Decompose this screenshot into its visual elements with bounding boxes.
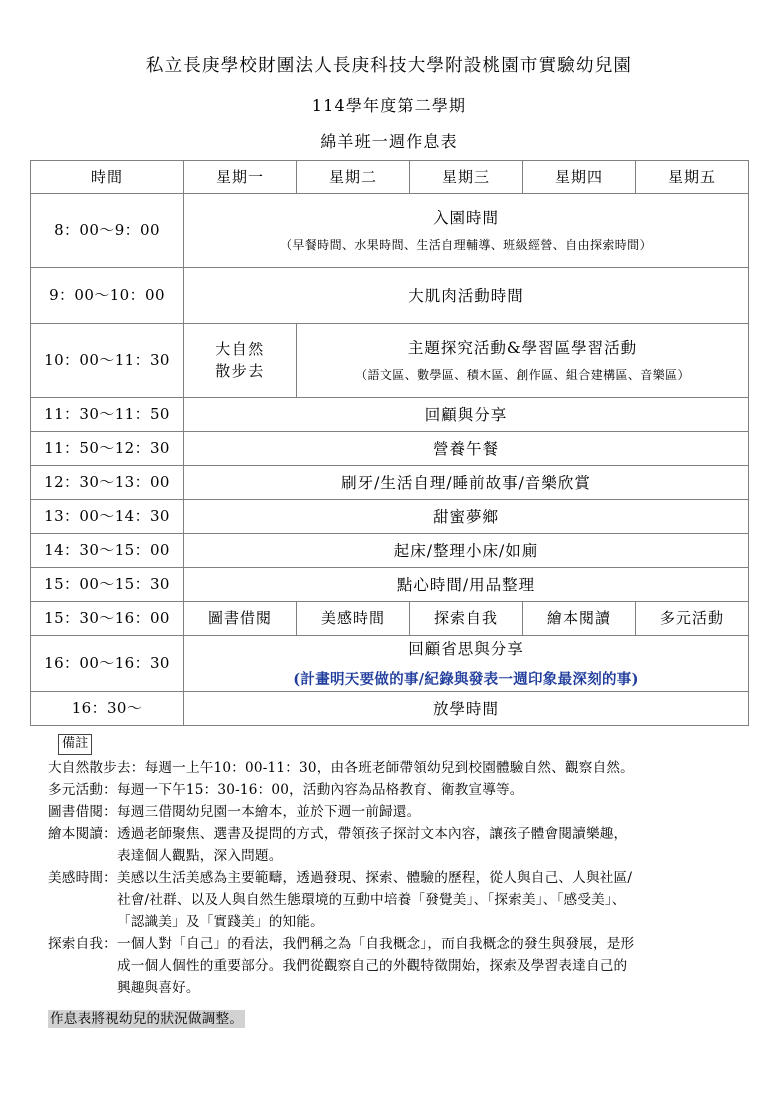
table-row <box>31 602 749 636</box>
table-row <box>31 636 749 692</box>
note-first-line <box>30 757 748 779</box>
activity-cell: 多元活動 <box>636 602 749 636</box>
activity-cell <box>184 500 749 534</box>
header-monday: 星期一 <box>184 161 297 194</box>
schedule-table-wrapper <box>0 160 778 726</box>
notes-list <box>30 757 748 999</box>
activity-main: 主題探究活動&學習區學習活動 <box>407 339 638 358</box>
table-row <box>31 534 749 568</box>
time-cell: 12：30～13：00 <box>31 466 184 500</box>
header-time: 時間 <box>31 161 184 194</box>
note-item <box>30 801 748 823</box>
academic-term: 114學年度第二學期 <box>311 96 467 115</box>
note-body: 每週一下午15：30-16：00，活動內容為品格教育、衛教宣導等。 <box>116 781 524 798</box>
time-cell: 13：00～14：30 <box>31 500 184 534</box>
activity-main: 回顧省思與分享 <box>408 640 524 659</box>
activity-main: 入園時間 <box>432 209 499 228</box>
table-row <box>31 324 749 398</box>
table-row <box>31 194 749 268</box>
time-cell: 15：30～16：00 <box>31 602 184 636</box>
note-body: 每週一上午10：00-11：30，由各班老師帶領幼兒到校園體驗自然、觀察自然。 <box>144 759 634 776</box>
activity-main: 刷牙/生活自理/睡前故事/音樂欣賞 <box>341 473 591 492</box>
activity-cell <box>184 636 749 692</box>
note-body: 成一個人個性的重要部分。我們從觀察自己的外觀特徵開始，探索及學習表達自己的 <box>116 958 628 975</box>
time-cell: 14：30～15：00 <box>31 534 184 568</box>
activity-cell <box>184 268 749 324</box>
table-row <box>31 268 749 324</box>
table-row <box>31 398 749 432</box>
note-item <box>30 867 748 933</box>
activity-cell <box>184 398 749 432</box>
activity-main: 起床/整理小床/如廁 <box>393 541 539 560</box>
activity-note-highlighted: (計畫明天要做的事/紀錄與發表一週印象最深刻的事) <box>293 670 639 688</box>
header-friday: 星期五 <box>636 161 749 194</box>
document-header <box>0 0 778 151</box>
time-cell: 16：00～16：30 <box>31 636 184 692</box>
table-header-row <box>31 161 749 194</box>
header-wednesday: 星期三 <box>410 161 523 194</box>
activity-cell: 探索自我 <box>410 602 523 636</box>
time-cell: 9：00～10：00 <box>31 268 184 324</box>
note-item <box>30 779 748 801</box>
activity-cell <box>184 466 749 500</box>
activity-cell <box>184 432 749 466</box>
note-label: 探索自我： <box>48 936 117 953</box>
activity-line-1: 大自然 <box>215 340 265 359</box>
notes-footer-highlight <box>30 1008 748 1030</box>
note-body: 興趣與喜好。 <box>116 980 200 997</box>
note-first-line <box>30 933 748 955</box>
note-first-line <box>30 779 748 801</box>
activity-main: 回顧與分享 <box>424 405 508 424</box>
note-body: 美感以生活美感為主要範疇，透過發現、探索、體驗的歷程，從人與自己、人與社區/ <box>116 870 633 886</box>
notes-footer-text: 作息表將視幼兒的狀況做調整。 <box>50 1011 244 1028</box>
note-label: 圖書借閱： <box>48 803 117 820</box>
note-body: 透過老師聚焦、選書及提問的方式，帶領孩子探討文本內容，讓孩子體會閱讀樂趣， <box>116 825 628 842</box>
activity-cell <box>184 568 749 602</box>
note-label: 繪本閱讀： <box>48 825 117 842</box>
activity-cell: 繪本閱讀 <box>523 602 636 636</box>
activity-cell-monday <box>184 324 297 398</box>
note-body: 表達個人觀點，深入問題。 <box>116 847 283 864</box>
table-row <box>31 568 749 602</box>
notes-label-box: 備註 <box>58 734 92 755</box>
table-row <box>31 466 749 500</box>
time-cell: 10：00～11：30 <box>31 324 184 398</box>
table-row <box>31 500 749 534</box>
header-tuesday: 星期二 <box>297 161 410 194</box>
table-row <box>31 432 749 466</box>
note-body: 「認識美」及「實踐美」的知能。 <box>116 914 324 931</box>
table-row <box>31 692 749 726</box>
activity-main: 放學時間 <box>432 699 499 718</box>
activity-main: 點心時間/用品整理 <box>396 575 536 594</box>
activity-cell: 美感時間 <box>297 602 410 636</box>
note-item <box>30 933 748 999</box>
note-item <box>30 823 748 867</box>
note-body: 每週三借閱幼兒園一本繪本，並於下週一前歸還。 <box>116 803 421 820</box>
page-title: 綿羊班一週作息表 <box>320 132 458 152</box>
note-label: 美感時間： <box>48 870 117 886</box>
note-first-line <box>30 867 748 889</box>
note-continuation-line <box>30 955 748 977</box>
activity-line-2: 散步去 <box>215 361 265 380</box>
activity-cell <box>297 324 749 398</box>
schedule-rows <box>31 194 749 726</box>
note-body: 一個人對「自己」的看法，我們稱之為「自我概念」，而自我概念的發生與發展，是形 <box>116 936 635 953</box>
activity-main: 大肌肉活動時間 <box>408 286 524 305</box>
note-label: 大自然散步去： <box>48 759 145 776</box>
note-continuation-line <box>30 889 748 911</box>
time-cell: 16：30～ <box>31 692 184 726</box>
note-first-line <box>30 823 748 845</box>
header-thursday: 星期四 <box>523 161 636 194</box>
activity-main: 甜蜜夢鄉 <box>432 507 499 526</box>
note-item <box>30 757 748 779</box>
time-cell: 11：50～12：30 <box>31 432 184 466</box>
activity-sub: （早餐時間、水果時間、生活自理輔導、班級經營、自由探索時間） <box>279 237 652 252</box>
activity-cell: 圖書借閱 <box>184 602 297 636</box>
activity-cell <box>184 534 749 568</box>
weekly-schedule-table <box>30 160 749 726</box>
activity-sub: （語文區、數學區、積木區、創作區、組合建構區、音樂區） <box>355 367 690 382</box>
note-continuation-line <box>30 845 748 867</box>
activity-cell <box>184 692 749 726</box>
notes-section <box>0 726 778 1030</box>
activity-main: 營養午餐 <box>432 439 499 458</box>
school-title: 私立長庚學校財團法人長庚科技大學附設桃園市實驗幼兒園 <box>145 56 633 76</box>
activity-cell <box>184 194 749 268</box>
note-first-line <box>30 801 748 823</box>
note-body: 社會/社群、以及人與自然生態環境的互動中培養「發覺美」、「探索美」、「感受美」、 <box>116 892 626 909</box>
time-cell: 15：00～15：30 <box>31 568 184 602</box>
time-cell: 8：00～9：00 <box>31 194 184 268</box>
note-continuation-line <box>30 977 748 999</box>
time-cell: 11：30～11：50 <box>31 398 184 432</box>
note-continuation-line <box>30 911 748 933</box>
note-label: 多元活動： <box>48 781 117 798</box>
